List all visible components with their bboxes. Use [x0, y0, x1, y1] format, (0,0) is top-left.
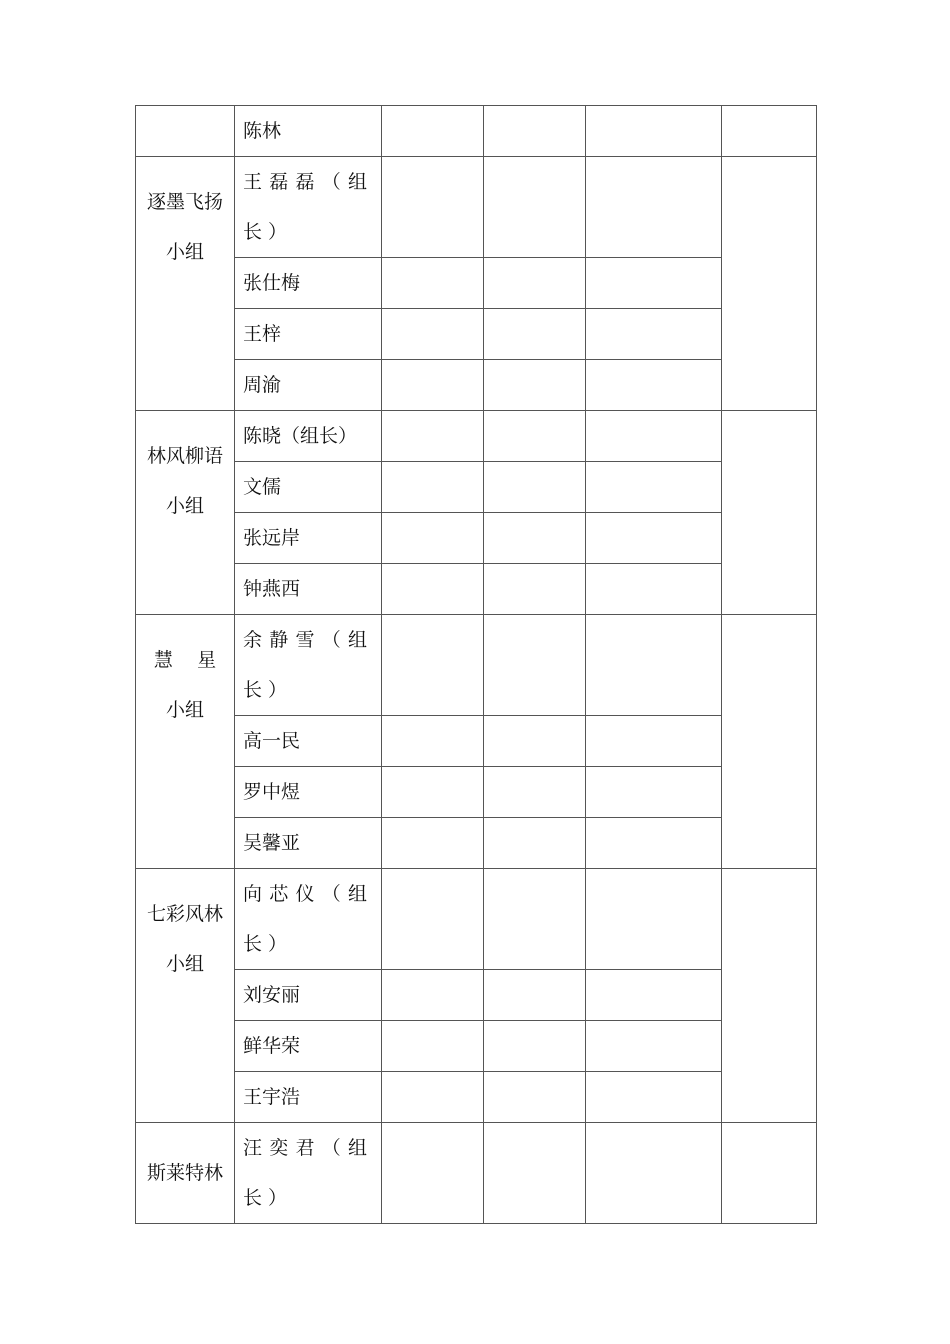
- table-row: [136, 818, 817, 869]
- table-row: [136, 564, 817, 615]
- empty-cell: [382, 513, 484, 564]
- empty-cell: [586, 106, 722, 157]
- member-name-cell: 张仕梅: [235, 258, 382, 309]
- group-name-cell: [136, 411, 235, 615]
- member-name-cell: 吴馨亚: [235, 818, 382, 869]
- empty-cell: [586, 1072, 722, 1123]
- empty-cell: [484, 869, 586, 970]
- member-name-cell: 文儒: [235, 462, 382, 513]
- empty-cell: [722, 157, 817, 411]
- empty-cell: [586, 411, 722, 462]
- empty-cell: [586, 818, 722, 869]
- empty-cell: [586, 360, 722, 411]
- member-name-cell: 向芯仪（组长）: [235, 869, 382, 970]
- empty-cell: [484, 106, 586, 157]
- empty-cell: [382, 157, 484, 258]
- empty-cell: [382, 1123, 484, 1224]
- empty-cell: [586, 462, 722, 513]
- empty-cell: [586, 970, 722, 1021]
- group-suffix: 小组: [165, 241, 204, 263]
- member-name-cell: 王磊磊（组长）: [235, 157, 382, 258]
- group-name-cell: [136, 157, 235, 411]
- empty-cell: [586, 869, 722, 970]
- empty-cell: [484, 716, 586, 767]
- empty-cell: [484, 970, 586, 1021]
- group-name: 慧 星: [153, 649, 217, 671]
- empty-cell: [722, 1123, 817, 1224]
- empty-cell: [722, 411, 817, 615]
- empty-cell: [382, 309, 484, 360]
- member-name-cell: 王梓: [235, 309, 382, 360]
- empty-cell: [722, 869, 817, 1123]
- member-name-cell: 周渝: [235, 360, 382, 411]
- table-row: [136, 869, 817, 970]
- table-row: [136, 615, 817, 716]
- table-row: [136, 767, 817, 818]
- table-row: [136, 309, 817, 360]
- empty-cell: [382, 767, 484, 818]
- empty-cell: [586, 1021, 722, 1072]
- empty-cell: [382, 869, 484, 970]
- empty-cell: [484, 1072, 586, 1123]
- group-name: 斯莱特林: [146, 1162, 223, 1184]
- table-row: [136, 513, 817, 564]
- empty-cell: [586, 564, 722, 615]
- table-row: [136, 716, 817, 767]
- empty-cell: [484, 258, 586, 309]
- group-name-cell: [136, 615, 235, 869]
- table-row: [136, 360, 817, 411]
- group-name: 逐墨飞扬: [146, 191, 223, 213]
- empty-cell: [484, 513, 586, 564]
- empty-cell: [484, 615, 586, 716]
- table-row: [136, 462, 817, 513]
- empty-cell: [586, 309, 722, 360]
- table-row: [136, 1072, 817, 1123]
- empty-cell: [484, 564, 586, 615]
- empty-cell: [586, 513, 722, 564]
- member-name-cell: 罗中煜: [235, 767, 382, 818]
- member-name-cell: 陈晓（组长）: [235, 411, 382, 462]
- empty-cell: [484, 157, 586, 258]
- member-name-cell: 钟燕西: [235, 564, 382, 615]
- group-name-cell: [136, 869, 235, 1123]
- empty-cell: [484, 1021, 586, 1072]
- empty-cell: [382, 615, 484, 716]
- member-name-cell: 高一民: [235, 716, 382, 767]
- table-row: [136, 106, 817, 157]
- group-name: 林风柳语: [146, 445, 223, 467]
- group-name: 七彩风林: [146, 903, 223, 925]
- group-members-table: [135, 105, 817, 1224]
- table-row: [136, 411, 817, 462]
- member-name-cell: 汪奕君（组长）: [235, 1123, 382, 1224]
- empty-cell: [382, 1021, 484, 1072]
- empty-cell: [484, 462, 586, 513]
- table-row: [136, 157, 817, 258]
- member-name-cell: 鲜华荣: [235, 1021, 382, 1072]
- empty-cell: [484, 1123, 586, 1224]
- empty-cell: [586, 716, 722, 767]
- member-name-cell: 陈林: [235, 106, 382, 157]
- empty-cell: [382, 1072, 484, 1123]
- empty-cell: [722, 615, 817, 869]
- empty-cell: [484, 360, 586, 411]
- empty-cell: [484, 309, 586, 360]
- empty-cell: [382, 564, 484, 615]
- empty-cell: [382, 106, 484, 157]
- table-row: [136, 970, 817, 1021]
- group-suffix: 小组: [165, 699, 204, 721]
- group-name-cell: [136, 1123, 235, 1224]
- empty-cell: [382, 411, 484, 462]
- empty-cell: [382, 462, 484, 513]
- empty-cell: [484, 767, 586, 818]
- table-row: [136, 1123, 817, 1224]
- empty-cell: [586, 157, 722, 258]
- empty-cell: [722, 106, 817, 157]
- empty-cell: [484, 818, 586, 869]
- empty-cell: [382, 970, 484, 1021]
- member-name-cell: 王宇浩: [235, 1072, 382, 1123]
- member-name-cell: 余静雪（组长）: [235, 615, 382, 716]
- empty-cell: [382, 258, 484, 309]
- empty-cell: [586, 1123, 722, 1224]
- empty-cell: [382, 716, 484, 767]
- empty-cell: [484, 411, 586, 462]
- member-name-cell: 刘安丽: [235, 970, 382, 1021]
- table-row: [136, 1021, 817, 1072]
- empty-cell: [382, 360, 484, 411]
- empty-cell: [586, 258, 722, 309]
- group-suffix: 小组: [165, 953, 204, 975]
- table-row: [136, 258, 817, 309]
- member-name-cell: 张远岸: [235, 513, 382, 564]
- group-cell: [136, 106, 235, 157]
- empty-cell: [382, 818, 484, 869]
- group-suffix: 小组: [165, 495, 204, 517]
- empty-cell: [586, 615, 722, 716]
- empty-cell: [586, 767, 722, 818]
